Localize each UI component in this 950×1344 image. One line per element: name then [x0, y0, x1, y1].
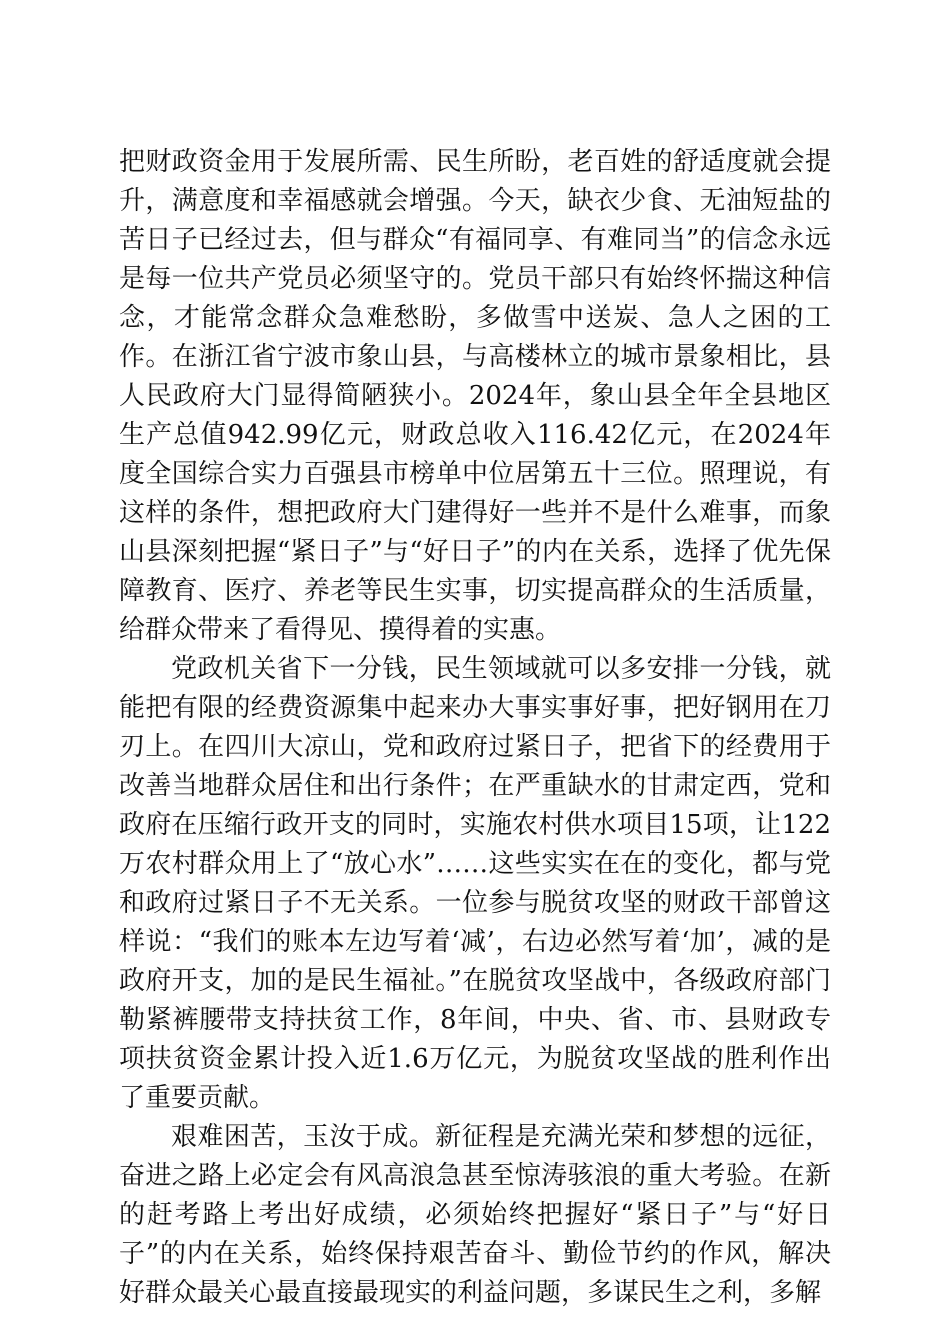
- paragraph-2: 党政机关省下一分钱，民生领域就可以多安排一分钱，就能把有限的经费资源集中起来办大事实事好事，把好钢用在刀刃上。在四川大凉山，党和政府过紧日子，把省下的经费用于改善当地群众居住和出行条件；在严重缺水的甘肃定西，党和政府在压缩行政开支的同时，实施农村供水项目15项，让122万农村群众用上了“放心水”……这些实实在在的变化，都与党和政府过紧日子不无关系。一位参与脱贫攻坚的财政干部曾这样说：“我们的账本左边写着‘减’，右边必然写着‘加’，减的是政府开支，加的是民生福祉。”在脱贫攻坚战中，各级政府部门勒紧裤腰带支持扶贫工作，8年间，中央、省、市、县财政专项扶贫资金累计投入近1.6万亿元，为脱贫攻坚战的胜利作出了重要贡献。: [119, 654, 831, 1113]
- document-body: [119, 143, 831, 1313]
- paragraph-1: 把财政资金用于发展所需、民生所盼，老百姓的舒适度就会提升，满意度和幸福感就会增强。今天，缺衣少食、无油短盐的苦日子已经过去，但与群众“有福同享、有难同当”的信念永远是每一位共产党员必须坚守的。党员干部只有始终怀揣这种信念，才能常念群众急难愁盼，多做雪中送炭、急人之困的工作。在浙江省宁波市象山县，与高楼林立的城市景象相比，县人民政府大门显得简陋狭小。2024年，象山县全年全县地区生产总值942.99亿元，财政总收入116.42亿元，在2024年度全国综合实力百强县市榜单中位居第五十三位。照理说，有这样的条件，想把政府大门建得好一些并不是什么难事，而象山县深刻把握“紧日子”与“好日子”的内在关系，选择了优先保障教育、医疗、养老等民生实事，切实提高群众的生活质量，给群众带来了看得见、摸得着的实惠。: [119, 147, 831, 645]
- paragraph-3: 艰难困苦，玉汝于成。新征程是充满光荣和梦想的远征，奋进之路上必定会有风高浪急甚至惊涛骇浪的重大考验。在新的赶考路上考出好成绩，必须始终把握好“紧日子”与“好日子”的内在关系，始终保持艰苦奋斗、勤俭节约的作风，解决好群众最关心最直接最现实的利益问题，多谋民生之利，多解: [119, 1122, 831, 1308]
